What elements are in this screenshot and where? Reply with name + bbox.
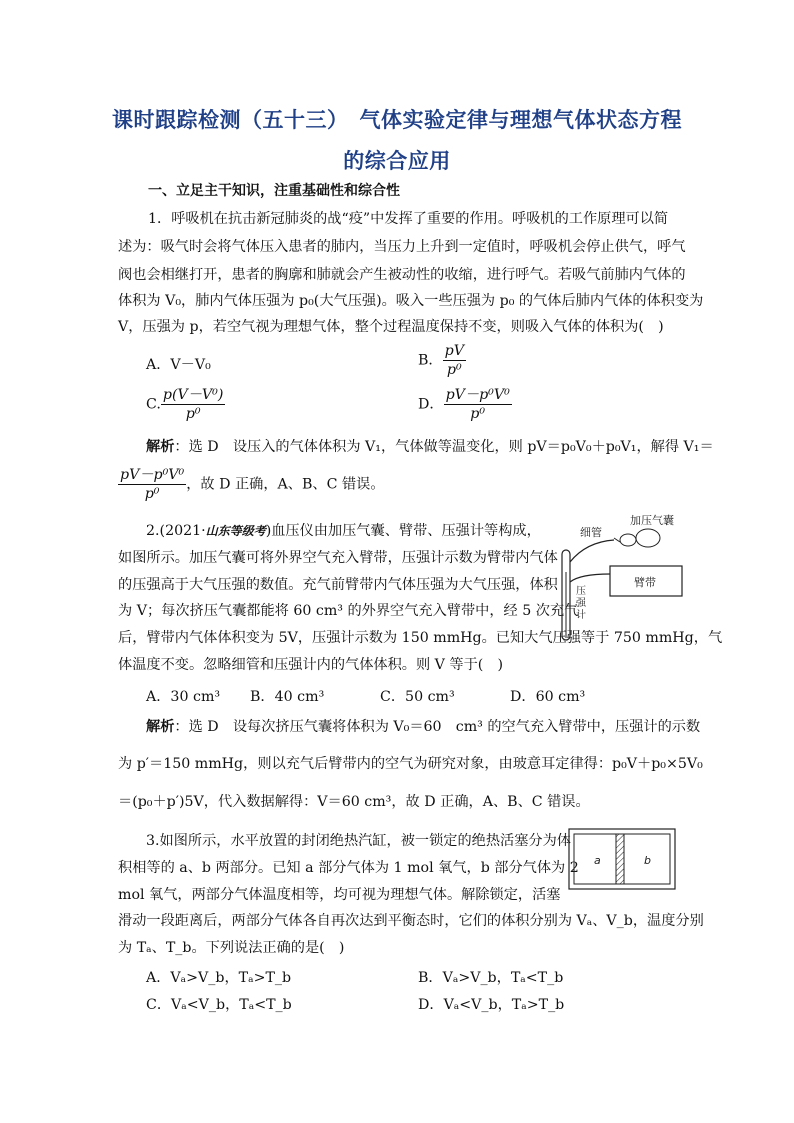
label-a: a	[594, 854, 601, 867]
page-title: 课时跟踪检测（五十三） 气体实验定律与理想气体状态方程	[112, 107, 682, 132]
label-b: b	[644, 854, 651, 867]
fraction: $\frac{\text{pV－p⁰V⁰}}{\text{p⁰}}$	[445, 387, 510, 422]
q3-line3: mol 氧气，两部分气体温度相等，均可视为理想气体。解除锁定，活塞	[118, 887, 561, 903]
q2-option-a: A．30 cm³	[146, 689, 221, 705]
q3-line4: 滑动一段距离后，两部分气体各自再次达到平衡态时，它们的体积分别为 Vₐ、V_b，温度分别	[118, 913, 704, 929]
q2-answer-line2: 为 p′＝150 mmHg，则以充气后臂带内的空气为研究对象，由玻意耳定律得：p₀V＋p₀×5V₀	[118, 756, 703, 772]
q2-answer-line1: 解析：选 D 设每次挤压气囊将体积为 V₀＝60 cm³ 的空气充入臂带中，压强计的示数	[146, 719, 701, 735]
fraction: $\frac{pV}{\text{p⁰}}$	[444, 343, 464, 378]
q1-option-a: A．V－V₀	[146, 357, 211, 373]
blood-pressure-figure	[556, 512, 686, 644]
q1-line3: 阀也会相继打开，患者的胸廓和肺就会产生被动性的收缩，进行呼气。若吸气前肺内气体的	[118, 267, 686, 283]
fraction: $\frac{\text{pV－p⁰V⁰}}{\text{p⁰}}$	[120, 467, 185, 502]
q1-line5: V，压强为 p，若空气视为理想气体，整个过程温度保持不变，则吸入气体的体积为( )	[118, 319, 664, 335]
exam-source: 山东等级考	[205, 524, 266, 538]
q2-option-c: C．50 cm³	[380, 689, 455, 705]
q1-option-b: B． $\frac{pV}{\text{p⁰}}$	[418, 343, 464, 378]
q2-answer-line3: ＝(p₀＋p′)5V，代入数据解得：V＝60 cm³，故 D 正确，A、B、C 错误。	[118, 794, 590, 810]
q1-answer-line2: $\frac{\text{pV－p⁰V⁰}}{\text{p⁰}}$ ，故 D 正确，A、B、C 错误。	[120, 467, 385, 502]
q2-line1: 2.(2021·山东等级考)血压仪由加压气囊、臂带、压强计等构成，	[146, 523, 541, 539]
q2-line2: 如图所示。加压气囊可将外界空气充入臂带，压强计示数为臂带内气体	[118, 550, 558, 566]
q2-line3: 的压强高于大气压强的数值。充气前臂带内气体压强为大气压强，体积	[118, 577, 558, 593]
label-bulb: 加压气囊	[630, 514, 674, 527]
label-tube: 细管	[580, 526, 602, 539]
q3-option-b: B．Vₐ>V_b，Tₐ<T_b	[418, 970, 564, 986]
page-title-line2: 的综合应用	[343, 148, 451, 173]
answer-label: 解析	[146, 719, 175, 735]
q3-line2: 积相等的 a、b 两部分。已知 a 部分气体为 1 mol 氧气，b 部分气体为 2	[118, 860, 579, 876]
q2-line5: 后，臂带内气体体积变为 5V，压强计示数为 150 mmHg。已知大气压强等于 750 mmHg，气	[118, 630, 723, 646]
q2-line4: 为 V；每次挤压气囊都能将 60 cm³ 的外界空气充入臂带中，经 5 次充气	[118, 603, 579, 619]
q3-line1: 3.如图所示，水平放置的封闭绝热汽缸，被一锁定的绝热活塞分为体	[146, 833, 571, 849]
answer-label: 解析	[146, 439, 175, 455]
q1-line2: 述为：吸气时会将气体压入患者的肺内，当压力上升到一定值时，呼吸机会停止供气，呼气	[118, 239, 686, 255]
q2-line6: 体温度不变。忽略细管和压强计内的气体体积。则 V 等于( )	[118, 657, 504, 673]
section-heading: 一、立足主干知识，注重基础性和综合性	[148, 183, 400, 199]
q1-line1: 1．呼吸机在抗击新冠肺炎的战“疫”中发挥了重要的作用。呼吸机的工作原理可以简	[148, 211, 669, 227]
q1-answer-line1: 解析：选 D 设压入的气体体积为 V₁，气体做等温变化，则 pV＝p₀V₀＋p₀V₁，解得 V₁＝	[146, 439, 714, 455]
q3-option-a: A．Vₐ>V_b，Tₐ>T_b	[146, 970, 292, 986]
q1-option-c: C. $\frac{\text{p(V－V⁰)}}{\text{p⁰}}$	[146, 387, 224, 422]
q2-option-d: D．60 cm³	[510, 689, 586, 705]
q1-option-d: D． $\frac{\text{pV－p⁰V⁰}}{\text{p⁰}}$	[418, 387, 510, 422]
q2-option-b: B．40 cm³	[250, 689, 325, 705]
cylinder-figure	[568, 828, 676, 890]
q3-option-d: D．Vₐ<V_b，Tₐ>T_b	[418, 997, 565, 1013]
q1-line4: 体积为 V₀，肺内气体压强为 p₀(大气压强)。吸入一些压强为 p₀ 的气体后肺内气体的体积变为	[118, 293, 704, 309]
label-cuff: 臂带	[634, 576, 656, 589]
q3-option-c: C．Vₐ<V_b，Tₐ<T_b	[146, 997, 292, 1013]
piston	[616, 834, 624, 884]
label-gauge: 压强计	[576, 586, 586, 621]
fraction: $\frac{\text{p(V－V⁰)}}{\text{p⁰}}$	[162, 387, 224, 422]
q3-line5: 为 Tₐ、T_b。下列说法正确的是( )	[118, 940, 345, 956]
